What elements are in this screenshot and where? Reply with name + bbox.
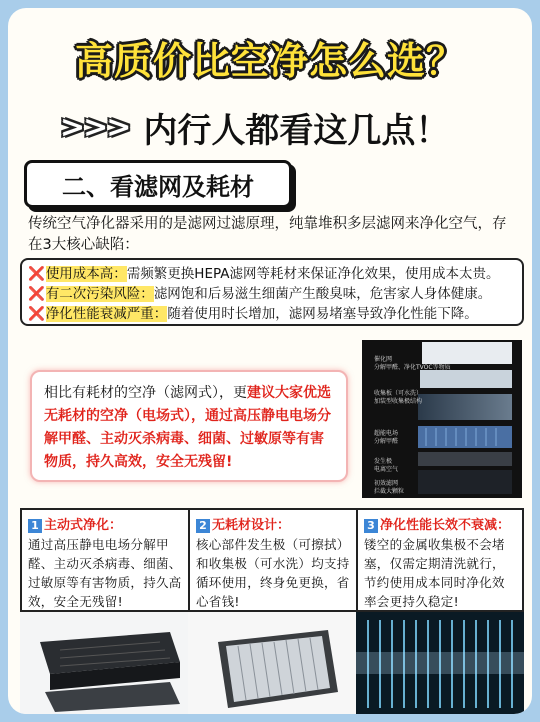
recommend-highlight: 建议大家优选无耗材的空净（电场式），通过高压静电电场分解甲醛、主动灭杀病毒、细菌、过敏原等有害物质，持久高效，安全无残留!: [44, 385, 331, 470]
recommend-pre: 相比有耗材的空净（滤网式），更: [44, 385, 247, 401]
photo-label: 分解甲醛: [374, 438, 399, 445]
feature-panel-active: [20, 508, 190, 612]
issue-item: [28, 284, 516, 304]
panel-title: [196, 514, 350, 533]
issue-label: 有二次污染风险：: [45, 286, 154, 302]
issue-label: 使用成本高：: [45, 266, 127, 282]
recommend-box: [30, 370, 348, 482]
issue-text: 需频繁更换HEPA滤网等耗材来保证净化效果，使用成本太贵。: [126, 266, 500, 282]
panel-title-text: 无耗材设计：: [212, 518, 291, 533]
panel-body: 通过高压静电电场分解甲醛、主动灭杀病毒、细菌、过敏原等有害物质，持久高效，安全无残留!: [28, 537, 182, 609]
page-title: 高质价比空净怎么选？: [74, 39, 465, 83]
panel-body: 核心部件发生极（可擦拭）和收集极（可水洗）均支持循环使用，终身免更换，省心省钱!: [196, 537, 350, 609]
photo-label: 电离空气: [374, 466, 399, 473]
subtitle-text: 内行人都看这几点！: [143, 110, 450, 151]
issue-text: 滤网饱和后易滋生细菌产生酸臭味，危害家人身体健康。: [153, 286, 492, 302]
subtitle: [60, 102, 449, 152]
issues-box: [20, 258, 524, 326]
issue-item: [28, 304, 516, 324]
metal-collector-image: [356, 612, 524, 714]
purifier-exploded-photo: [362, 340, 522, 498]
number-badge: 3: [364, 519, 378, 533]
collector-photo: [188, 612, 358, 714]
number-badge: 2: [196, 519, 210, 533]
panel-title-text: 主动式净化：: [44, 518, 123, 533]
panel-title: [28, 514, 182, 533]
cross-icon: ❌: [28, 306, 45, 322]
photo-label: 超能电场: [374, 430, 399, 437]
ionizer-module-image: [20, 612, 190, 714]
photo-label: 收集板（可水洗）: [374, 390, 423, 397]
metal-collector-photo: [356, 612, 524, 714]
photo-label: 催化网: [374, 356, 393, 363]
cross-icon: ❌: [28, 266, 45, 282]
arrows-decoration: >>>: [60, 109, 130, 145]
photo-label: 拦截大颗粒: [374, 488, 405, 495]
cross-icon: ❌: [28, 286, 45, 302]
photo-label: 加装型收集极结构: [374, 398, 423, 405]
issue-text: 随着使用时长增加，滤网易堵塞导致净化性能下降。: [167, 306, 478, 322]
feature-panel-long-lasting: [356, 508, 524, 612]
feature-panel-no-consumables: [188, 508, 358, 612]
photo-label: 发生极: [374, 458, 393, 465]
collector-plate-image: [188, 612, 358, 714]
photo-label: 分解甲醛、净化TVOC等物质: [374, 364, 451, 371]
panel-title-text: 净化性能长效不衰减：: [380, 518, 511, 533]
panel-title: [364, 514, 516, 533]
issue-item: [28, 264, 516, 284]
content-card: [8, 8, 532, 714]
photo-label: 初效滤网: [374, 480, 399, 487]
number-badge: 1: [28, 519, 42, 533]
panel-body: 镂空的金属收集极不会堵塞，仅需定期清洗就行，节约使用成本同时净化效率会更持久稳定!: [364, 537, 505, 609]
module-photo: [20, 612, 190, 714]
intro-text: 传统空气净化器采用的是滤网过滤原理，纯靠堆积多层滤网来净化空气，存在3大核心缺陷：: [28, 216, 507, 253]
section-heading: 二、看滤网及耗材: [24, 160, 292, 208]
issue-label: 净化性能衰减严重：: [45, 306, 168, 322]
